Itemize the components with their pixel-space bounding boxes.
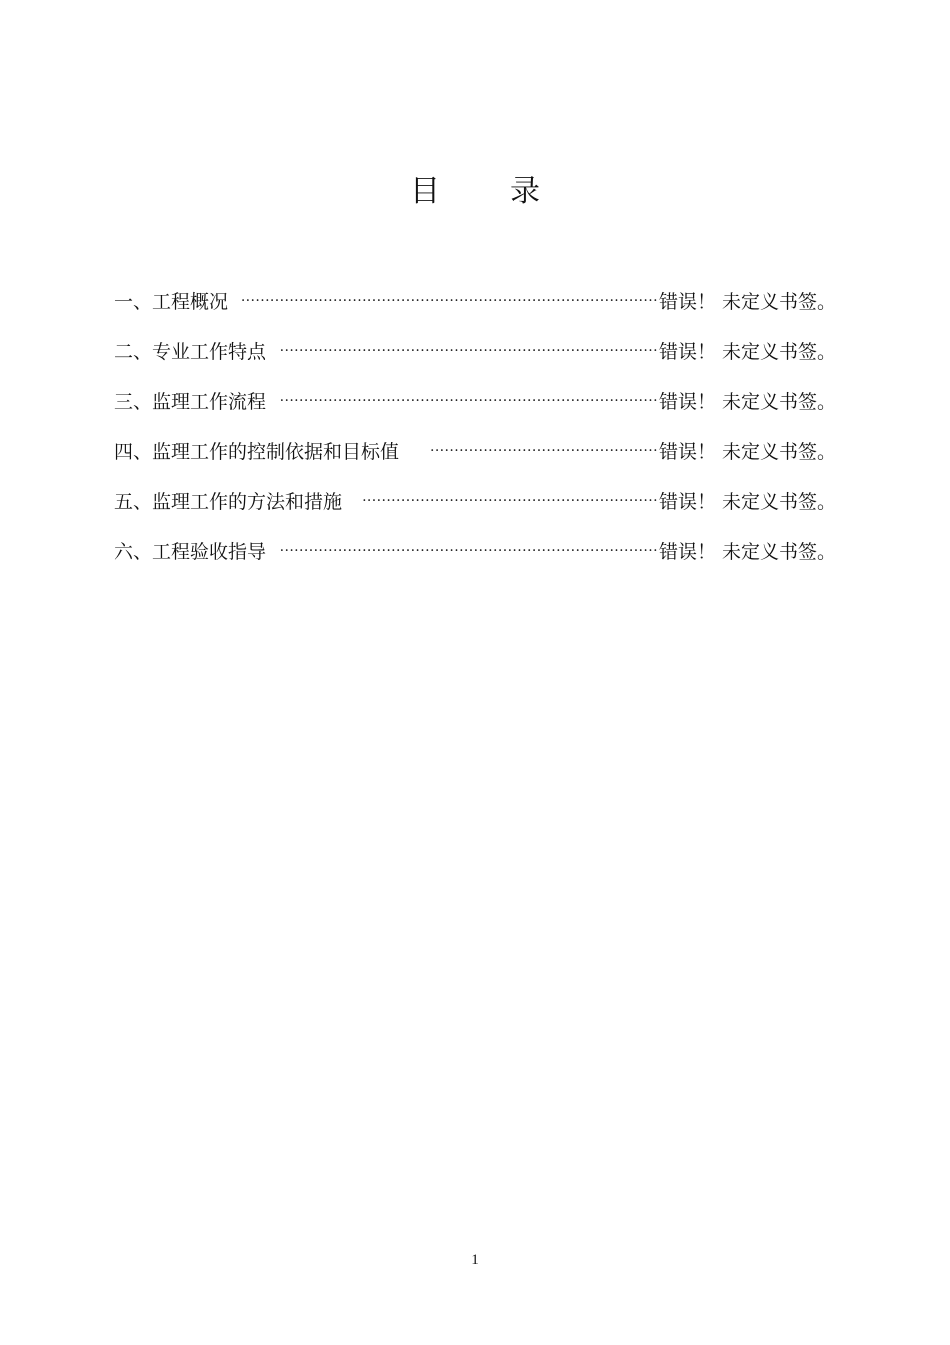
dot-leader bbox=[242, 278, 658, 308]
toc-title bbox=[0, 172, 950, 212]
dot-leader bbox=[429, 428, 658, 458]
toc-entry-page-ref: 错误！ 未定义书签。 bbox=[658, 391, 836, 413]
toc-entry-label: 六、工程验收指导 bbox=[114, 541, 267, 563]
toc-entry-1[interactable] bbox=[114, 278, 836, 313]
toc-entry-5[interactable] bbox=[114, 478, 836, 513]
toc-entry-label: 一、工程概况 bbox=[114, 291, 229, 313]
toc-entry-label: 四、监理工作的控制依据和目标值 bbox=[114, 441, 400, 463]
toc-title-char-2: 录 bbox=[510, 174, 540, 209]
dot-leader bbox=[280, 328, 658, 358]
toc-entry-label: 五、监理工作的方法和措施 bbox=[114, 491, 343, 513]
toc-title-char-1: 目 bbox=[410, 174, 440, 209]
dot-leader bbox=[280, 528, 658, 558]
dot-leader bbox=[280, 378, 658, 408]
toc-entry-page-ref: 错误！ 未定义书签。 bbox=[658, 541, 836, 563]
page-number: 1 bbox=[471, 1252, 479, 1268]
dot-leader bbox=[362, 478, 658, 508]
toc-entry-page-ref: 错误！ 未定义书签。 bbox=[658, 491, 836, 513]
toc-entry-label: 三、监理工作流程 bbox=[114, 391, 267, 413]
toc-entry-3[interactable] bbox=[114, 378, 836, 413]
toc-entry-page-ref: 错误！ 未定义书签。 bbox=[658, 341, 836, 363]
table-of-contents bbox=[114, 278, 836, 578]
toc-entry-2[interactable] bbox=[114, 328, 836, 363]
toc-entry-label: 二、专业工作特点 bbox=[114, 341, 267, 363]
toc-entry-6[interactable] bbox=[114, 528, 836, 563]
toc-entry-page-ref: 错误！ 未定义书签。 bbox=[658, 441, 836, 463]
toc-entry-4[interactable] bbox=[114, 428, 836, 463]
toc-entry-page-ref: 错误！ 未定义书签。 bbox=[658, 291, 836, 313]
